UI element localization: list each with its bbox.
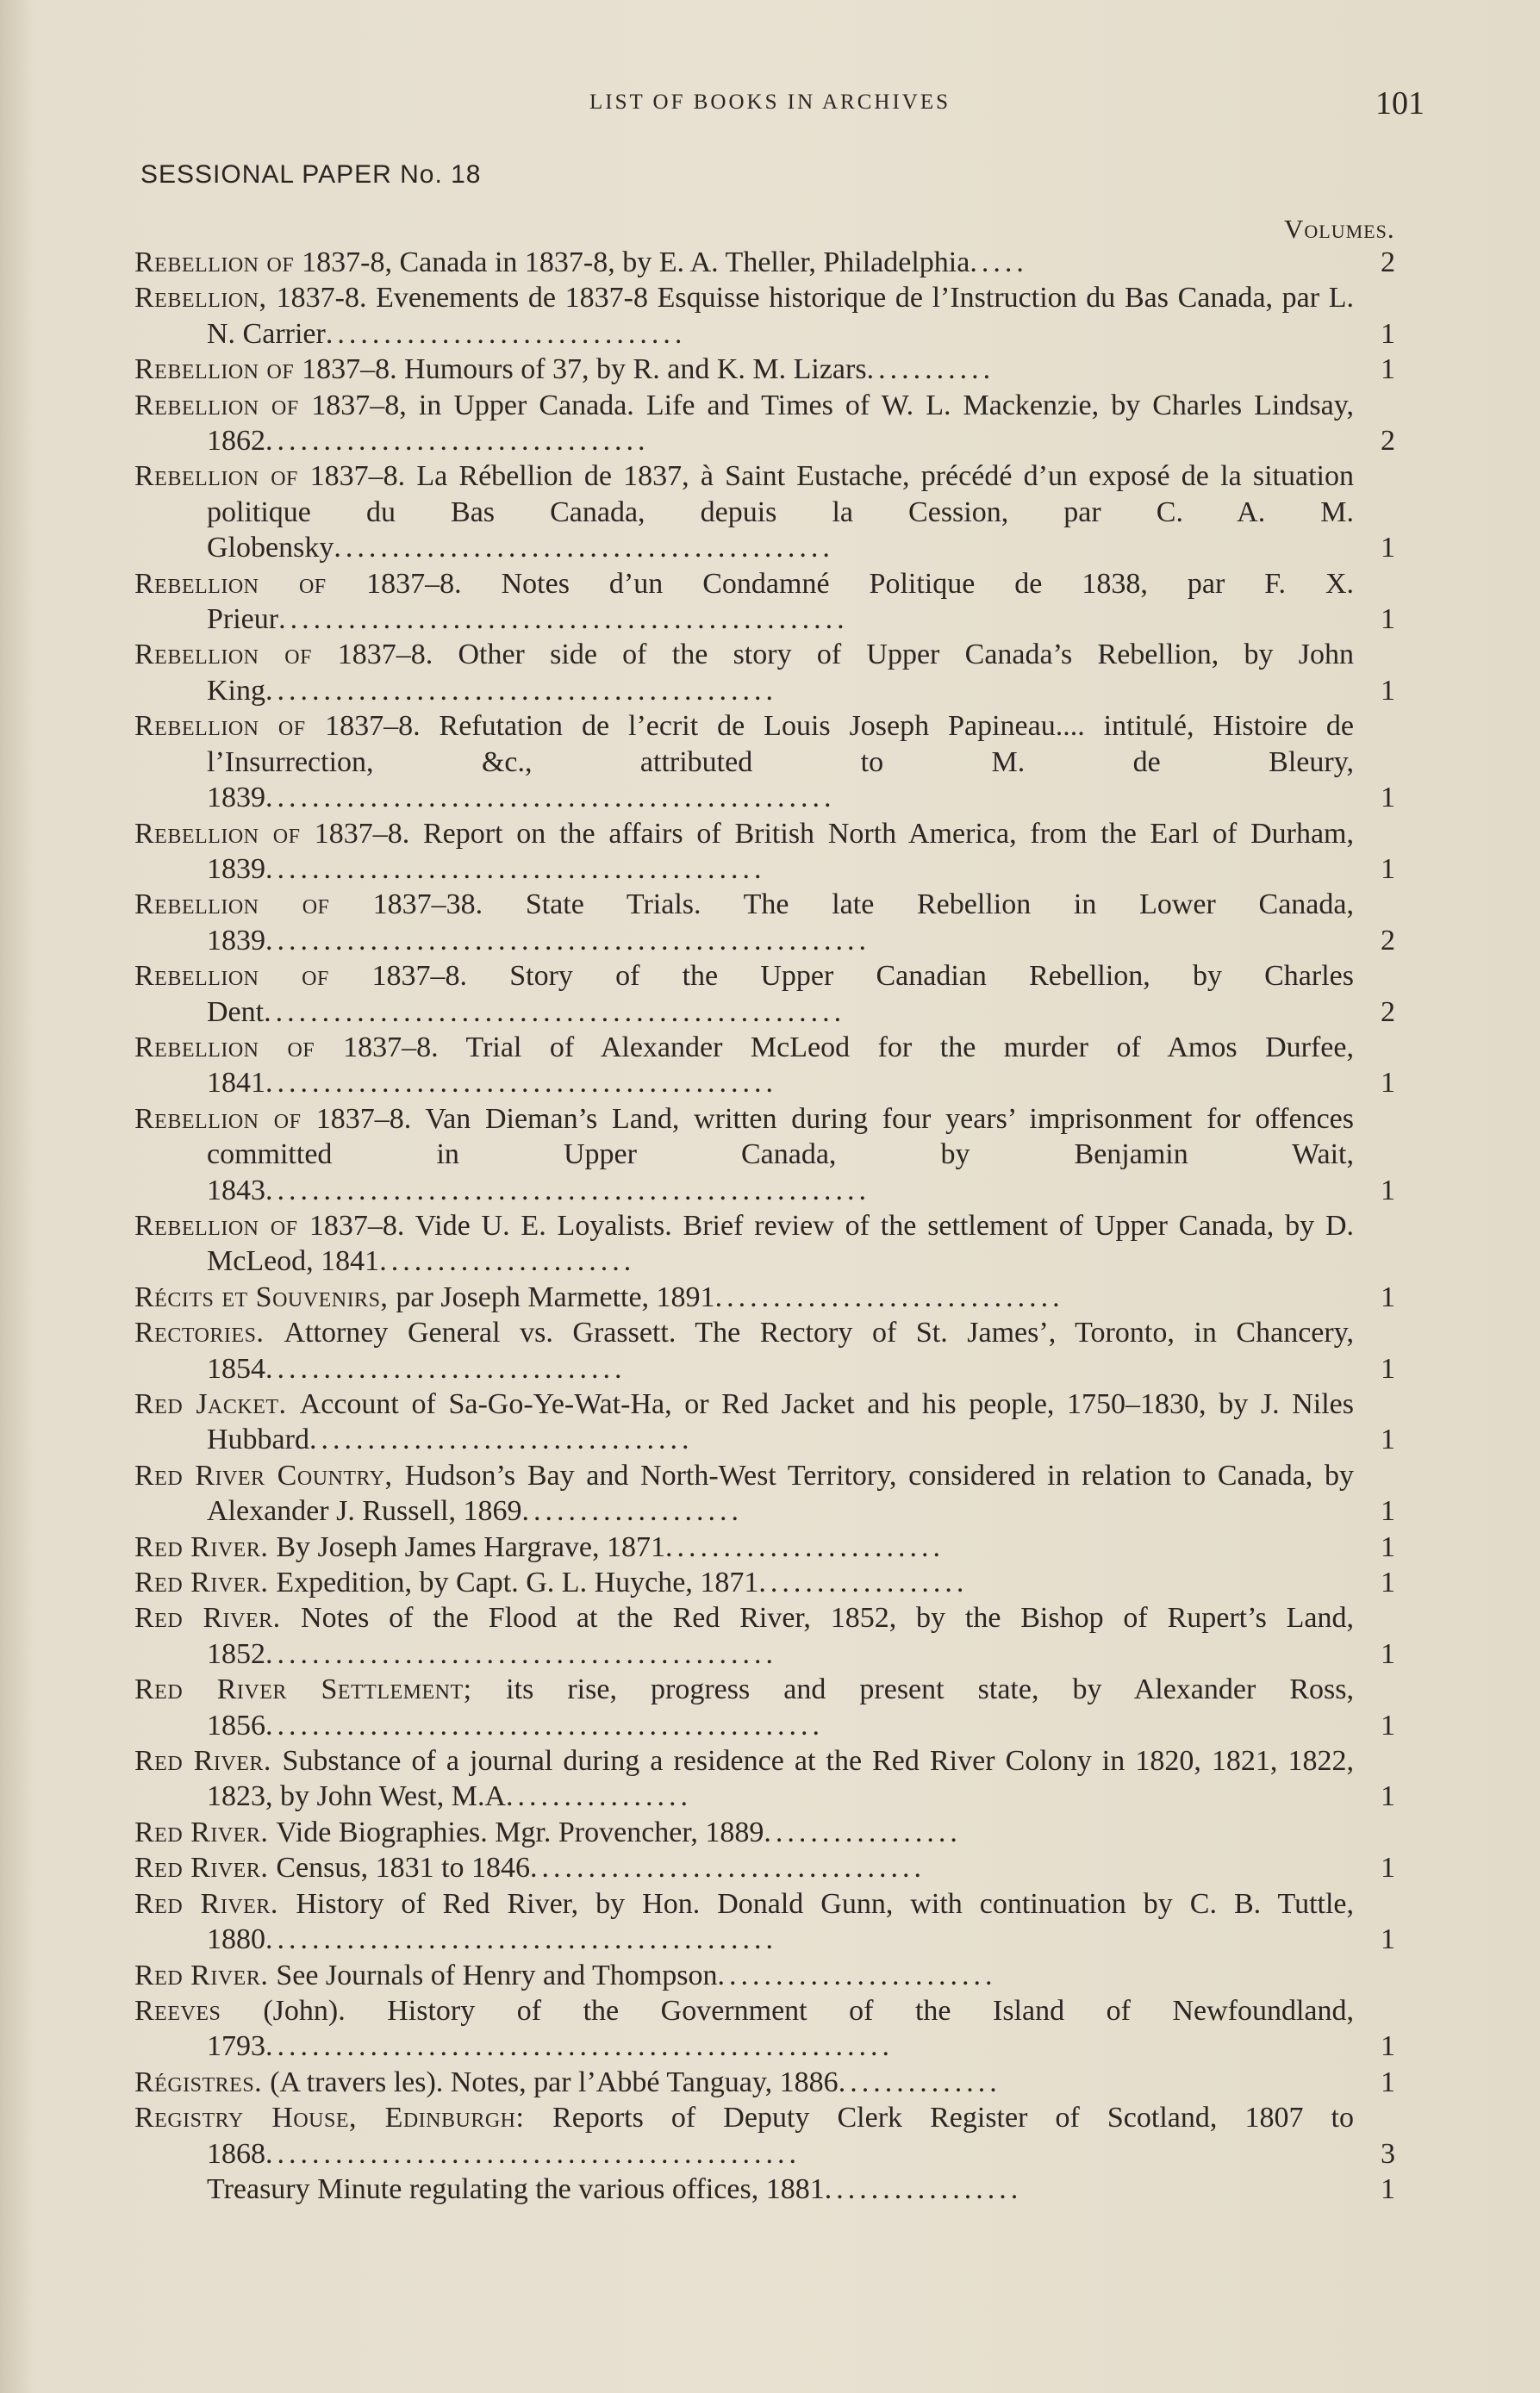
- volume-count: 1: [1381, 674, 1395, 707]
- list-item: [134, 1387, 1436, 1458]
- dot-leader: ...........: [866, 353, 995, 386]
- dot-leader: ..............................................: [265, 2137, 801, 2170]
- entry-text: 1837–8. Other side of the story of Upper Canada’s Rebellion, by John King: [207, 639, 1354, 707]
- entry-heading: Rebellion of: [134, 567, 367, 600]
- dot-leader: ..................: [758, 1567, 969, 1599]
- dot-leader: ...............................: [265, 1352, 627, 1385]
- list-item: [134, 1101, 1436, 1208]
- entry-text: Census, 1831 to 1846: [276, 1852, 531, 1885]
- entry-text: 1837–8. Humours of 37, by R. and K. M. Lizars: [302, 353, 867, 386]
- list-item: [134, 245, 1436, 280]
- volume-count: 1: [1381, 1174, 1395, 1206]
- dot-leader: ............................................: [265, 1923, 777, 1956]
- volume-count: 1: [1381, 1067, 1395, 1100]
- entry-text: 1837–8. Report on the affairs of British North America, from the Earl of Durham, 1839: [207, 817, 1354, 885]
- volume-count: 1: [1381, 1852, 1395, 1885]
- dot-leader: ................: [506, 1780, 693, 1813]
- dot-leader: ..............: [838, 2066, 1001, 2098]
- list-item: [134, 1993, 1436, 2065]
- volume-count: 1: [1381, 353, 1395, 386]
- dot-leader: ...............................: [325, 317, 687, 350]
- entry-text: 1837–8. La Rébellion de 1837, à Saint Eustache, précédé d’un exposé de la situation politique du Bas Canada, depuis la Cession, par C. A. M. Globensky: [207, 460, 1354, 564]
- list-item: [134, 1850, 1436, 1885]
- volume-count: 1: [1381, 2030, 1395, 2063]
- list-item: [134, 1815, 1436, 1850]
- entry-heading: Red River.: [134, 1852, 277, 1885]
- dot-leader: ......................: [379, 1245, 636, 1278]
- list-item: [134, 2065, 1436, 2100]
- volume-count: 1: [1381, 2172, 1395, 2205]
- list-item: [134, 1030, 1436, 1101]
- entry-text: 1837–8. Trial of Alexander McLeod for the murder of Amos Durfee, 1841: [207, 1031, 1354, 1100]
- entry-text: (John). History of the Government of the Island of Newfoundland, 1793: [207, 1994, 1355, 2063]
- entry-heading: Rebellion of: [134, 710, 326, 743]
- dot-leader: ....................................................: [265, 1174, 870, 1206]
- entry-heading: Rebellion of: [134, 817, 315, 850]
- entry-text: (A travers les). Notes, par l’Abbé Tanguay, 1886: [270, 2066, 839, 2098]
- entry-text: Reports of Deputy Clerk Register of Scotland, 1807 to 1868: [207, 2102, 1354, 2170]
- entry-text: Expedition, by Capt. G. L. Huyche, 1871: [276, 1567, 759, 1599]
- list-item: [134, 566, 1436, 638]
- entry-heading: Red River Settlement;: [134, 1673, 507, 1706]
- volume-count: 1: [1381, 1281, 1395, 1313]
- volume-count: 1: [1381, 1567, 1395, 1599]
- volume-count: 1: [1381, 782, 1395, 814]
- volume-count: 2: [1381, 425, 1395, 458]
- entry-heading: Red River.: [134, 1567, 277, 1599]
- dot-leader: ..............................: [714, 1281, 1064, 1313]
- volume-count: 2: [1381, 924, 1395, 957]
- sessional-paper-label: SESSIONAL PAPER No. 18: [140, 160, 482, 189]
- entry-text: 1837–8. Vide U. E. Loyalists. Brief review of the settlement of Upper Canada, by D. McLeod, 1841: [207, 1209, 1354, 1278]
- dot-leader: ...........................................: [334, 532, 834, 564]
- volume-count: 1: [1381, 603, 1395, 636]
- entry-text: Hudson’s Bay and North-West Territory, considered in relation to Canada, by Alexander J. Russell, 1869: [207, 1459, 1354, 1528]
- entry-heading: Registry House, Edinburgh:: [134, 2102, 553, 2134]
- list-item: [134, 887, 1436, 958]
- dot-leader: .....: [970, 246, 1028, 278]
- entry-heading: Reeves: [134, 1994, 264, 2027]
- volume-count: 1: [1381, 1780, 1395, 1813]
- page-number: 101: [1375, 85, 1425, 122]
- dot-leader: .................................................: [278, 603, 849, 636]
- entry-heading: Rectories.: [134, 1317, 284, 1349]
- volume-count: 1: [1381, 532, 1395, 564]
- volume-count: 3: [1381, 2137, 1395, 2170]
- list-item: [134, 388, 1436, 459]
- entry-text: par Joseph Marmette, 1891: [396, 1281, 715, 1313]
- dot-leader: ............................................: [265, 1067, 777, 1100]
- list-item: [134, 280, 1436, 352]
- dot-leader: ........................: [665, 1530, 945, 1563]
- dot-leader: .................................: [265, 425, 650, 458]
- dot-leader: ............................................: [265, 1637, 777, 1670]
- entry-text: Notes of the Flood at the Red River, 1852, by the Bishop of Rupert’s Land, 1852: [207, 1602, 1354, 1670]
- list-item: [134, 1672, 1436, 1743]
- entry-heading: Red River.: [134, 1816, 277, 1848]
- dot-leader: .................................: [309, 1424, 694, 1456]
- entry-heading: Rebellion of: [134, 1031, 344, 1063]
- entry-heading: Rebellion of: [134, 353, 302, 386]
- dot-leader: ...........................................: [265, 852, 766, 885]
- entry-heading: Red River.: [134, 1602, 302, 1635]
- entry-heading: Rebellion of: [134, 460, 310, 493]
- entry-heading: Rebellion of: [134, 389, 312, 421]
- volume-count: 1: [1381, 1637, 1395, 1670]
- entry-text: Account of Sa-Go-Ye-Wat-Ha, or Red Jacket and his people, 1750–1830, by J. Niles Hubbard: [207, 1388, 1354, 1456]
- entry-text: 1837–8, in Upper Canada. Life and Times of W. L. Mackenzie, by Charles Lindsay, 1862: [207, 389, 1354, 458]
- volume-count: 1: [1381, 1424, 1395, 1456]
- volume-count: 1: [1381, 1530, 1395, 1563]
- volume-count: 1: [1381, 1352, 1395, 1385]
- list-item: [134, 1600, 1436, 1672]
- entry-heading: Rebellion of: [134, 960, 372, 993]
- dot-leader: ............................................: [265, 674, 777, 707]
- volume-count: 1: [1381, 2066, 1395, 2098]
- list-item: [134, 958, 1436, 1030]
- entry-heading: Rebellion of: [134, 246, 302, 278]
- entry-text: History of Red River, by Hon. Donald Gunn, with continuation by C. B. Tuttle, 1880: [207, 1887, 1355, 1956]
- list-item: [134, 1530, 1436, 1565]
- dot-leader: ....................................................: [265, 924, 870, 957]
- entry-text: 1837–8. Van Dieman’s Land, written during four years’ imprisonment for offences committed in Upper Canada, by Benjamin Wait, 1843: [207, 1102, 1354, 1206]
- volumes-column-label: Volumes.: [1284, 214, 1395, 244]
- dot-leader: .................: [824, 2172, 1023, 2205]
- entry-heading: Red River.: [134, 1530, 277, 1563]
- list-item: [134, 2100, 1436, 2172]
- entry-heading: Red Jacket.: [134, 1388, 300, 1420]
- entry-text: its rise, progress and present state, by Alexander Ross, 1856: [207, 1673, 1354, 1742]
- dot-leader: ..................................................: [264, 995, 846, 1028]
- list-item: [134, 1208, 1436, 1280]
- entry-text: 1837-8. Evenements de 1837-8 Esquisse historique de l’Instruction du Bas Canada, par L. N. Carrier: [207, 282, 1354, 350]
- dot-leader: .................: [764, 1816, 962, 1848]
- volume-count: 1: [1381, 317, 1395, 350]
- list-item: [134, 1315, 1436, 1387]
- entry-text: By Joseph James Hargrave, 1871: [276, 1530, 666, 1563]
- dot-leader: ................................................: [265, 1709, 824, 1742]
- list-item: [134, 1458, 1436, 1530]
- entry-heading: Red River Country,: [134, 1459, 405, 1492]
- entry-heading: Red River.: [134, 1959, 277, 1991]
- list-item: [134, 816, 1436, 888]
- entry-heading: Red River.: [134, 1745, 283, 1778]
- dot-leader: ..................................: [530, 1852, 926, 1885]
- dot-leader: ...................: [521, 1495, 743, 1528]
- entry-text: Substance of a journal during a residence at the Red River Colony in 1820, 1821, 1822, 1823, by John West, M.A: [207, 1745, 1354, 1813]
- entry-heading: Régistres.: [134, 2066, 271, 2098]
- entry-text: See Journals of Henry and Thompson: [276, 1959, 718, 1991]
- dot-leader: ......................................................: [265, 2030, 894, 2063]
- volume-count: 2: [1381, 246, 1395, 278]
- entry-heading: Rebellion of: [134, 888, 373, 921]
- entry-text: Attorney General vs. Grassett. The Rectory of St. James’, Toronto, in Chancery, 1854: [207, 1317, 1354, 1385]
- list-item: [134, 637, 1436, 708]
- dot-leader: ........................: [717, 1959, 997, 1991]
- list-item: [134, 1958, 1436, 1993]
- list-item: [134, 1565, 1436, 1600]
- entry-text: 1837-8, Canada in 1837-8, by E. A. Theller, Philadelphia: [302, 246, 970, 278]
- entry-text: Treasury Minute regulating the various offices, 1881: [207, 2172, 825, 2205]
- entry-heading: Rebellion of: [134, 1102, 316, 1135]
- volume-count: 1: [1381, 1709, 1395, 1742]
- entry-text: 1837–38. State Trials. The late Rebellion in Lower Canada, 1839: [207, 888, 1354, 957]
- entry-text: 1837–8. Story of the Upper Canadian Rebellion, by Charles Dent: [207, 960, 1354, 1028]
- dot-leader: .................................................: [265, 782, 836, 814]
- entry-text: 1837–8. Refutation de l’ecrit de Louis Joseph Papineau.... intitulé, Histoire de l’Insurrection, &c., attributed to M. de Bleury, 1839: [207, 710, 1354, 814]
- list-item: [134, 352, 1436, 387]
- entry-list: [134, 245, 1436, 2207]
- volume-count: 1: [1381, 1923, 1395, 1956]
- entry-heading: Récits et Souvenirs,: [134, 1281, 396, 1313]
- list-item: [134, 458, 1436, 565]
- entry-heading: Rebellion,: [134, 282, 277, 315]
- list-item: [134, 1743, 1436, 1815]
- list-item: [134, 1280, 1436, 1315]
- list-item: [134, 708, 1436, 815]
- list-item: [134, 2172, 1436, 2207]
- volume-count: 2: [1381, 995, 1395, 1028]
- volume-count: 1: [1381, 1495, 1395, 1528]
- list-item: [134, 1886, 1436, 1958]
- entry-heading: Rebellion of: [134, 639, 338, 671]
- entry-heading: Rebellion of: [134, 1209, 309, 1242]
- volume-count: 1: [1381, 852, 1395, 885]
- entry-text: 1837–8. Notes d’un Condamné Politique de 1838, par F. X. Prieur: [207, 567, 1354, 636]
- entry-heading: Red River.: [134, 1887, 296, 1920]
- entry-text: Vide Biographies. Mgr. Provencher, 1889: [276, 1816, 764, 1848]
- running-head: LIST OF BOOKS IN ARCHIVES: [589, 90, 951, 114]
